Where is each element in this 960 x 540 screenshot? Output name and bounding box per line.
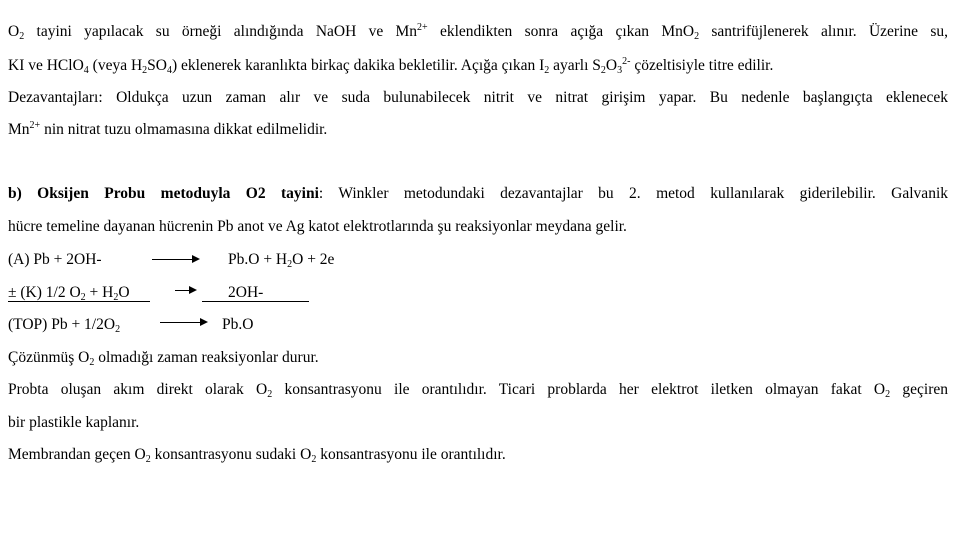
paragraph-2-line-2: hücre temeline dayanan hücrenin Pb anot ve Ag katot elektrotlarında şu reaksiyonlar meydana gelir. (8, 218, 627, 235)
paragraph-3-line-3: bir plastikle kaplanır. (8, 414, 140, 431)
paragraph-3-line-2: Probta oluşan akım direkt olarak $O_2$ konsantrasyonu ile orantılıdır. Ticari problarda her elektrot iletken olmayan fakat $O_2$ geçiren (8, 381, 948, 400)
paragraph-3-line-4: Membrandan geçen $O_2$ konsantrasyonu sudaki $O_2$ konsantrasyonu ile orantılıdır. (8, 446, 506, 465)
reaction-cathode-arrow (175, 290, 195, 291)
reaction-total-arrow (160, 322, 206, 323)
paragraph-1-line-2: KI ve HClO$_4$ (veya $H_2SO_4$) eklenerek karanlıkta birkaç dakika bekletilir. Açığa çıkan $I_2$ ayarlı $S_2O_3^{2-}$ çözeltisiyle titre edilir. (8, 56, 774, 76)
paragraph-1-line-3: Dezavantajları: Oldukça uzun zaman alır ve suda bulunabilecek nitrit ve nitrat girişim yapar. Bu nedenle başlangıçta eklenecek (8, 89, 948, 106)
reaction-anode-right: $Pb.O + H_2O + 2e$ (228, 251, 335, 270)
reaction-cathode-underline-left (8, 301, 150, 302)
reaction-cathode-left: ± (K) 1/2 $O_2 + H_2O$ (8, 284, 130, 303)
reaction-cathode-underline-right (202, 301, 309, 302)
reaction-anode-left: (A) Pb + 2OH- (8, 251, 102, 268)
section-heading: b) Oksijen Probu metoduyla O2 tayini (8, 185, 319, 202)
paragraph-1-line-4: $Mn^{2+}$ nin nitrat tuzu olmamasına dikkat edilmelidir. (8, 120, 328, 138)
reaction-total-left: (TOP) $Pb + 1/2O_2$ (8, 316, 121, 335)
reaction-total-right: Pb.O (222, 316, 254, 333)
reaction-cathode-right: 2OH- (228, 284, 264, 301)
paragraph-1-line-1: $O_2$ tayini yapılacak su örneği alındığında NaOH ve $Mn^{2+}$ eklendikten sonra açığa çıkan MnO$_2$ santrifüjlenerek alınır. Üzerine su, (8, 22, 948, 42)
paragraph-2-line-1: b) Oksijen Probu metoduyla O2 tayini: Winkler metodundaki dezavantajlar bu 2. metod kullanılarak giderilebilir. Galvanik (8, 185, 948, 202)
paragraph-3-line-1: Çözünmüş $O_2$ olmadığı zaman reaksiyonlar durur. (8, 349, 319, 368)
reaction-anode-arrow (152, 259, 198, 260)
